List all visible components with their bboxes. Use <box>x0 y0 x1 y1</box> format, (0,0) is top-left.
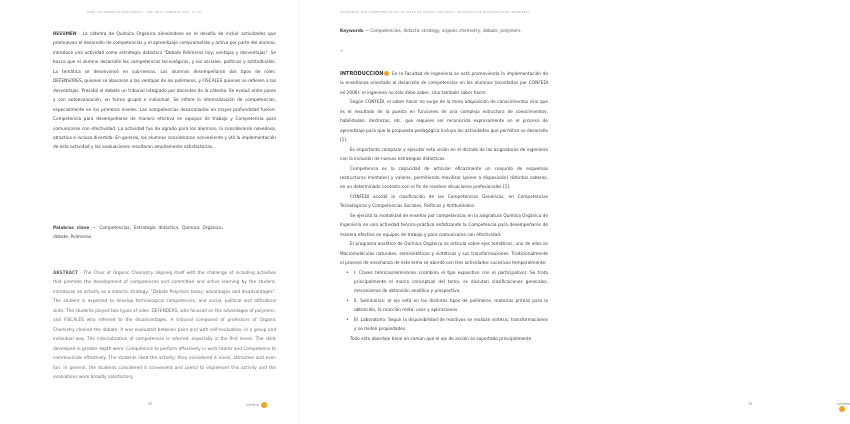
resumen-text: · La cátedra de Química Orgánica alineándose en el desafío de incluir actividades que promuevan el desarrollo de competencias y el aprendizaje comprometido y activo por parte del alumno, introduce una actividad como estrategia didáctica "Debate Polímeros hoy: ventajas y desventajas". Se busca que el alumno desarrolle las competencias tecnológicas, y las sociales, políticas y actitudinales. La temática se desenvolvió en sub-mesas. Los alumnos desempeñaron dos tipos de roles: DEFENSORES, quienes se abocaron a las ventajas de los polímeros, y FISCALES quienes se refieren a las desventajas. Presidió el debate un tribunal integrado por docentes de la cátedra. Se evaluó entre pares y con autoevaluación, en forma grupal e individual. Se infiere la internalización de competencias, especialmente en los primeros niveles. Las competencias desarrolladas en mayor profundidad fueron: Competencia para desempeñarse de manera efectiva en equipos de trabajo y Competencia para comunicarse con efectividad. La actividad fue de agrado para los alumnos, la consideraron novedosa, atractiva e incluso divertida. En general, los alumnos consideraron conveniente y útil la implementación de esta actividad y las evaluaciones resultaron ampliamente satisfactorias. <box>53 32 276 151</box>
list-item: • II. Seminarios: el eje está en los distintos tipos de polímeros, materias primas para la obtención, la reacción meta, usos y aplicaciones. <box>354 297 548 316</box>
introduccion-heading: INTRODUCCIÓN <box>340 71 384 77</box>
list-item: • I. Clases teóricas/seminarios (combina el tipo expositivo con el participativo): Se trata principalmente el marco conceptual del tema, se discuten clasificaciones generales, mecanismos de obtención analítica y prospectiva. <box>354 269 548 297</box>
abstract-text: · The Chair of Organic Chemistry aligning itself with the challenge of including activities that promote the development of competences and committed and active learning by the student, introduces an activity as a didactic strategy: "Debate Polymers today: advantages and disadvantages". The student is expected to develop technological competences, and social, political and attitudinal skills. The students played two types of roles: DEFENDERS, who focused on the advantages of polymers, and FISCALES who referred to the disadvantages. A tribunal composed of professors of Organic Chemistry chaired the debate. It was evaluated between pairs and with self-evaluation, in a group and individual way. The internalization of competences is inferred, especially in the first levels. The skills developed in greater depth were: Competence to perform effectively in work teams and Competence to communicate effectively. The students liked the activity; they considered it novel, attractive and even fun. In general, the students considered it convenient and useful to implement this activity and the evaluations were broadly satisfactory. <box>53 271 276 380</box>
running-header-left: PEDR GUILHERME DO NASCIMENTO · ENE. 2019 CAMPINAS, PAG. XX-XX <box>87 11 202 14</box>
list-item: • III. Laboratorio: Según la disponibilidad de reactivos se realizan síntesis, transformaciones y se miden propiedades. <box>354 316 548 335</box>
palabras-clave-label: Palabras clave <box>53 226 90 231</box>
resumen-label: RESUMEN <box>53 32 77 37</box>
intro-paragraph-6: Se ejercitó la modalidad de enseñar por competencias en la asignatura Química Orgánica de Ingeniería en una actividad teórico-práctica enfatizando la Competencia para desempeñarse de manera efectiva en equipos de trabajo y para comunicarse con efectividad. <box>340 213 548 238</box>
abstract-paragraph <box>53 269 276 382</box>
footer-brand-left <box>246 402 267 408</box>
keywords-paragraph <box>340 27 550 36</box>
keywords-section <box>340 27 550 36</box>
palabras-clave-section <box>53 224 223 243</box>
sun-bullet-icon <box>384 71 389 76</box>
footer-brand-text: indTeria <box>837 402 850 406</box>
brand-sun-icon <box>261 402 267 408</box>
right-page <box>300 0 850 424</box>
abstract-section <box>53 269 276 382</box>
abstract-label: ABSTRACT <box>53 271 79 276</box>
footer-brand-right <box>837 402 850 412</box>
palabras-clave-text: — Competencias, Estrategia didáctica, Química Orgánica, debate, Polímeros. <box>53 226 223 241</box>
brand-sun-icon <box>839 406 845 412</box>
left-page <box>0 0 300 424</box>
intro-paragraph-5: CONFEDI acordó la clasificación de las Competencias Genéricas, en Competencias Tecnológicas y Competencias Sociales, Políticas y Actitudinales. <box>340 194 548 210</box>
intro-paragraph-8: Todo este abordaje tiene en común que el eje de acción es soportado principalmente <box>350 336 532 342</box>
intro-paragraph-7: El programa analítico de Química Orgánica se articula sobre ejes temáticos, uno de ellos es Macromoléculas naturales, semisintéticas y sintéticas y sus transformaciones. Tradicionalmente el proceso de enseñanza de este tema se abordó con tres actividades sucesivas temporalmente: <box>340 242 548 267</box>
intro-paragraph-3: Es importante comparar y ejecutar esta visión en el dictado de las asignaturas de ingeniería con la inclusión de nuevas estrategias didácticas. <box>340 147 548 163</box>
page-number-right: 33 <box>748 402 753 406</box>
introduccion-section <box>340 70 548 344</box>
resumen-paragraph <box>53 30 276 153</box>
intro-paragraph-4: Competencia es la capacidad de articular eficazmente un conjunto de esquemas (estructuras mentales) y valores, permitiendo movilizar (poner a disposición) distintos saberes, en un determinado contexto con el fin de resolver situaciones profesionales [1]. <box>340 166 548 191</box>
intro-text-1: En la Facultad de Ingeniería se está promoviendo la implementación de la enseñanza orientada al desarrollo de competencias en los alumnos (acordadas por CONFEDI en 2006): el ingeniero no sólo debe saber, sino también saber hacer. <box>340 72 548 96</box>
keywords-text: — Competencies, didactic strategy, organic chemistry, debate, polymers. <box>363 29 522 34</box>
resumen-section <box>53 30 276 153</box>
page-number-left: 32 <box>148 402 153 406</box>
intro-paragraph-2: Según CONFEDI, el saber hacer no surge de la mera adquisición de conocimientos sino que es el resultado de la puesta en funciones de una compleja estructura de conocimientos, habilidades, destrezas, etc. que requiere ser reconocida expresamente en el proceso de aprendizaje para que la propuesta pedagógica incluya las actividades que permitan su desarrollo [1]. <box>340 100 548 144</box>
intro-paragraph-1 <box>340 70 548 98</box>
palabras-clave-paragraph <box>53 224 223 243</box>
footer-brand-text: indTeria <box>246 403 260 407</box>
running-header-right: ESTRATEGIA POR COMPETENCIAS EN UN CURSO DE QUÍMICA ORGÁNICA: UN EJEMPLO DE DESARROLLO EN INGENIERÍA <box>340 11 530 14</box>
section-mark: » <box>340 48 344 54</box>
activities-list <box>340 269 548 335</box>
keywords-label: Keywords <box>340 29 364 34</box>
